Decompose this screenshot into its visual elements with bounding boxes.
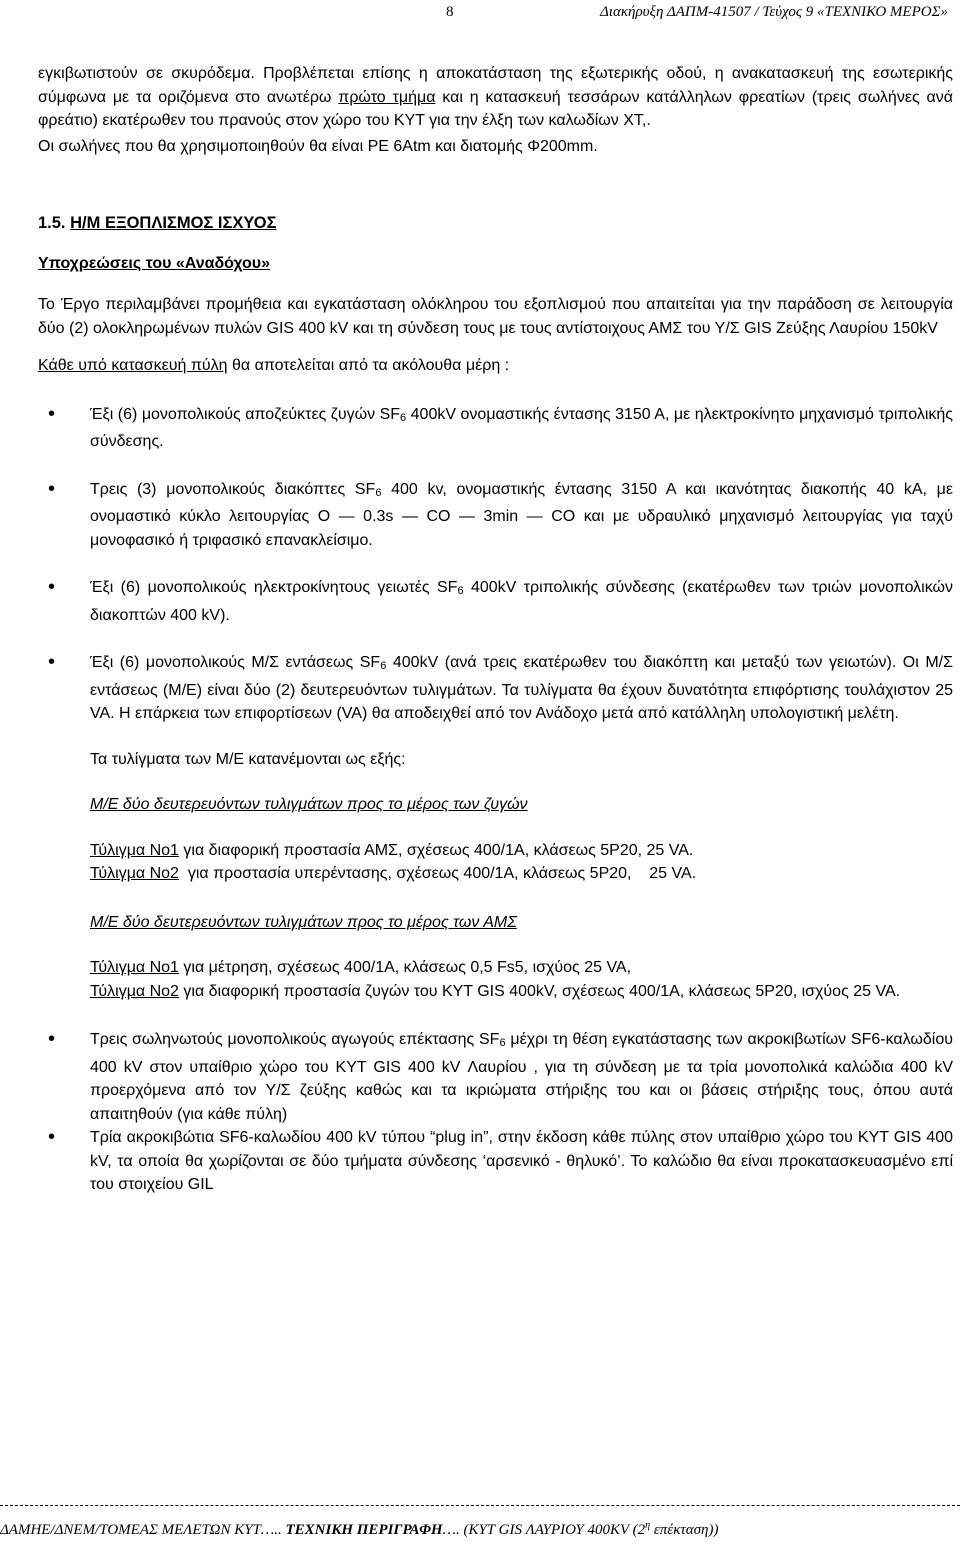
- footer-text-b: ΤΕΧΝΙΚΗ ΠΕΡΙΓΡΑΦΗ: [285, 1522, 443, 1538]
- header-title: Διακήρυξη ΔΑΠΜ-41507 / Τεύχος 9 «ΤΕΧΝΙΚΟ ΜΕΡΟΣ»: [599, 4, 948, 20]
- sf6-subscript: 6: [499, 1037, 506, 1049]
- footer-superscript: η: [645, 1520, 651, 1531]
- bay-parts-intro: [38, 354, 953, 378]
- group1-winding2: [38, 862, 953, 886]
- item-text: μέχρι τη θέση εγκατάστασης των ακροκιβωτίων SF6-καλωδίου 400 kV στον υπαίθριο χώρο του ΚΥΤ GIS 400 kV Λαυρίου , για τη σύνδεση με τα τρία μονοπολικά καλώδια 400 kV προερχόμενα από τον Υ/Σ ζεύξης καθώς και τα ικριώματα στήριξης του και οι βάσεις στήριξης τους, όπου αυτά απαιτηθούν (για κάθε πύλη): [90, 1031, 954, 1123]
- windings-intro: Τα τυλίγματα των Μ/Ε κατανέμονται ως εξής:: [90, 750, 406, 768]
- equipment-list-2: [38, 1028, 953, 1197]
- item-text: Τρεις σωληνωτούς μονοπολικούς αγωγούς επέκτασης SF: [90, 1031, 500, 1048]
- winding-text: για προστασία υπερέντασης, σχέσεως 400/1Α, κλάσεως 5P20, 25 VA.: [178, 865, 697, 882]
- section-title: Η/Μ ΕΞΟΠΛΙΣΜΟΣ ΙΣΧΥΟΣ: [70, 214, 277, 232]
- footer-text-d: επέκταση)): [650, 1522, 719, 1538]
- pipes-paragraph: Οι σωλήνες που θα χρησιμοποιηθούν θα είναι PE 6Atm και διατομής Φ200mm.: [38, 137, 598, 155]
- document-body: [38, 62, 953, 1197]
- list-item: [38, 1028, 953, 1126]
- group1-title: Μ/Ε δύο δευτερευόντων τυλιγμάτων προς το μέρος των ζυγών: [90, 796, 528, 813]
- intro-text-b: και η κατασκευή τεσσάρων κατάλληλων φρεατίων (τρεις σωλήνες ανά φρεάτιο) εκατέρωθεν του πρανούς στον χώρο του ΚΥΤ για την έλξη των καλωδίων ΧΤ,.: [38, 88, 954, 129]
- winding-label: Τύλιγμα Νο1: [90, 841, 179, 859]
- winding-label: Τύλιγμα Νο2: [90, 865, 179, 882]
- sf6-subscript: 6: [457, 585, 464, 597]
- group2-winding1: [38, 956, 953, 980]
- winding-text: για διαφορική προστασία ΑΜΣ, σχέσεως 400/1Α, κλάσεως 5P20, 25 VA.: [178, 841, 694, 859]
- scope-paragraph: Το Έργο περιλαμβάνει προμήθεια και εγκατάσταση ολόκληρου του εξοπλισμού που απαιτείται για την παράδοση σε λειτουργία δύο (2) ολοκληρωμένων πυλών GIS 400 kV και τη σύνδεση τους με τους αντίστοιχους ΑΜΣ του Υ/Σ GIS Ζεύξης Λαυρίου 150kV: [38, 296, 953, 337]
- page-header: [0, 4, 960, 26]
- list-item: [38, 478, 953, 553]
- equipment-list: [38, 403, 953, 726]
- winding-label: Τύλιγμα Νο2: [90, 982, 179, 1000]
- item-text: 400kV ονομαστικής έντασης 3150 Α, με ηλεκτροκίνητο μηχανισμό τριπολικής σύνδεσης.: [90, 405, 953, 450]
- item-text: Τρία ακροκιβώτια SF6-καλωδίου 400 kV τύπου “plug in”, στην έκδοση κάθε πύλης στον υπαίθριο χώρο του ΚΥΤ GIS 400 kV, τα οποία θα χωρίζονται σε δύο τμήματα σύνδεσης ‘αρσενικό - θηλυκό’. Το καλώδιο θα είναι προκατασκευασμένο επί του στοιχείου GIL: [90, 1129, 954, 1193]
- list-item: [38, 576, 953, 627]
- list-item: [38, 1126, 953, 1197]
- sf6-subscript: 6: [380, 660, 387, 672]
- item-text: 400kV (ανά τρεις εκατέρωθεν του διακόπτη και μεταξύ των γειωτών). Οι Μ/Σ εντάσεως (Μ/Ε) είναι δύο (2) δευτερευόντων τυλιγμάτων. Τα τυλίγματα θα έχουν δυνατότητα επιφόρτισης τουλάχιστον 25 VA. Η επάρκεια των επιφορτίσεων (VA) θα αποδειχθεί από τον Ανάδοχο μετά από κατάλληλη υπολογιστική μελέτη.: [90, 654, 954, 722]
- item-text: Έξι (6) μονοπολικούς ηλεκτροκίνητους γειωτές SF: [90, 579, 458, 596]
- winding-label: Τύλιγμα Νο1: [90, 959, 179, 976]
- footer-text-a: ΔΑΜΗΕ/ΔΝΕΜ/ΤΟΜΕΑΣ ΜΕΛΕΤΩΝ ΚΥΤ…..: [0, 1522, 286, 1538]
- item-text: Έξι (6) μονοπολικούς Μ/Σ εντάσεως SF: [90, 654, 381, 671]
- list-item: [38, 403, 953, 454]
- section-heading: [38, 212, 953, 236]
- group2-winding2: [38, 980, 953, 1004]
- section-number: 1.5.: [38, 214, 66, 232]
- intro-paragraph: [38, 62, 953, 133]
- group1-winding1: [38, 839, 953, 863]
- intro-text-a: εγκιβωτιστούν σε σκυρόδεμα. Προβλέπεται επίσης η αποκατάσταση της εξωτερικής οδού, η ανακατασκευή της εσωτερικής σύμφωνα με τα οριζόμενα στο ανωτέρω: [38, 65, 953, 106]
- sf6-subscript: 6: [400, 411, 407, 424]
- bay-rest: θα αποτελείται από τα ακόλουθα μέρη :: [227, 357, 510, 374]
- sf6-subscript: 6: [375, 486, 382, 499]
- page-number: 8: [446, 4, 454, 20]
- footer-text-c: …. (ΚΥΤ GIS ΛΑΥΡΙΟΥ 400KV (2: [442, 1522, 646, 1538]
- page-footer: [0, 1520, 960, 1539]
- winding-text: για μέτρηση, σχέσεως 400/1Α, κλάσεως 0,5 Fs5, ισχύος 25 VA,: [178, 959, 632, 976]
- winding-text: για διαφορική προστασία ζυγών του ΚΥΤ GIS 400kV, σχέσεως 400/1Α, κλάσεως 5P20, ισχύος 25 VA.: [178, 982, 901, 1000]
- item-text: Έξι (6) μονοπολικούς αποζεύκτες ζυγών SF: [90, 405, 401, 423]
- list-item: [38, 651, 953, 726]
- item-text: 400kV τριπολικής σύνδεσης (εκατέρωθεν των τριών μονοπολικών διακοπτών 400 kV).: [90, 579, 954, 624]
- item-text: Τρεις (3) μονοπολικούς διακόπτες SF: [90, 480, 376, 498]
- group2-title: Μ/Ε δύο δευτερευόντων τυλιγμάτων προς το μέρος των ΑΜΣ: [90, 913, 517, 931]
- item-text: 400 kv, ονομαστικής έντασης 3150 Α και ικανότητας διακοπής 40 kA, με ονομαστικό κύκλο λειτουργίας Ο — 0.3s — CO — 3min — CO και με υδραυλικό μηχανισμό λειτουργίας για ταχύ μονοφασικό ή τριφασικό επανακλείσιμο.: [90, 480, 953, 549]
- intro-underlined: πρώτο τμήμα: [338, 88, 436, 106]
- obligations-heading: Υποχρεώσεις του «Αναδόχου»: [38, 254, 270, 272]
- footer-divider: [0, 1505, 960, 1507]
- bay-underlined: Κάθε υπό κατασκευή πύλη: [38, 357, 228, 374]
